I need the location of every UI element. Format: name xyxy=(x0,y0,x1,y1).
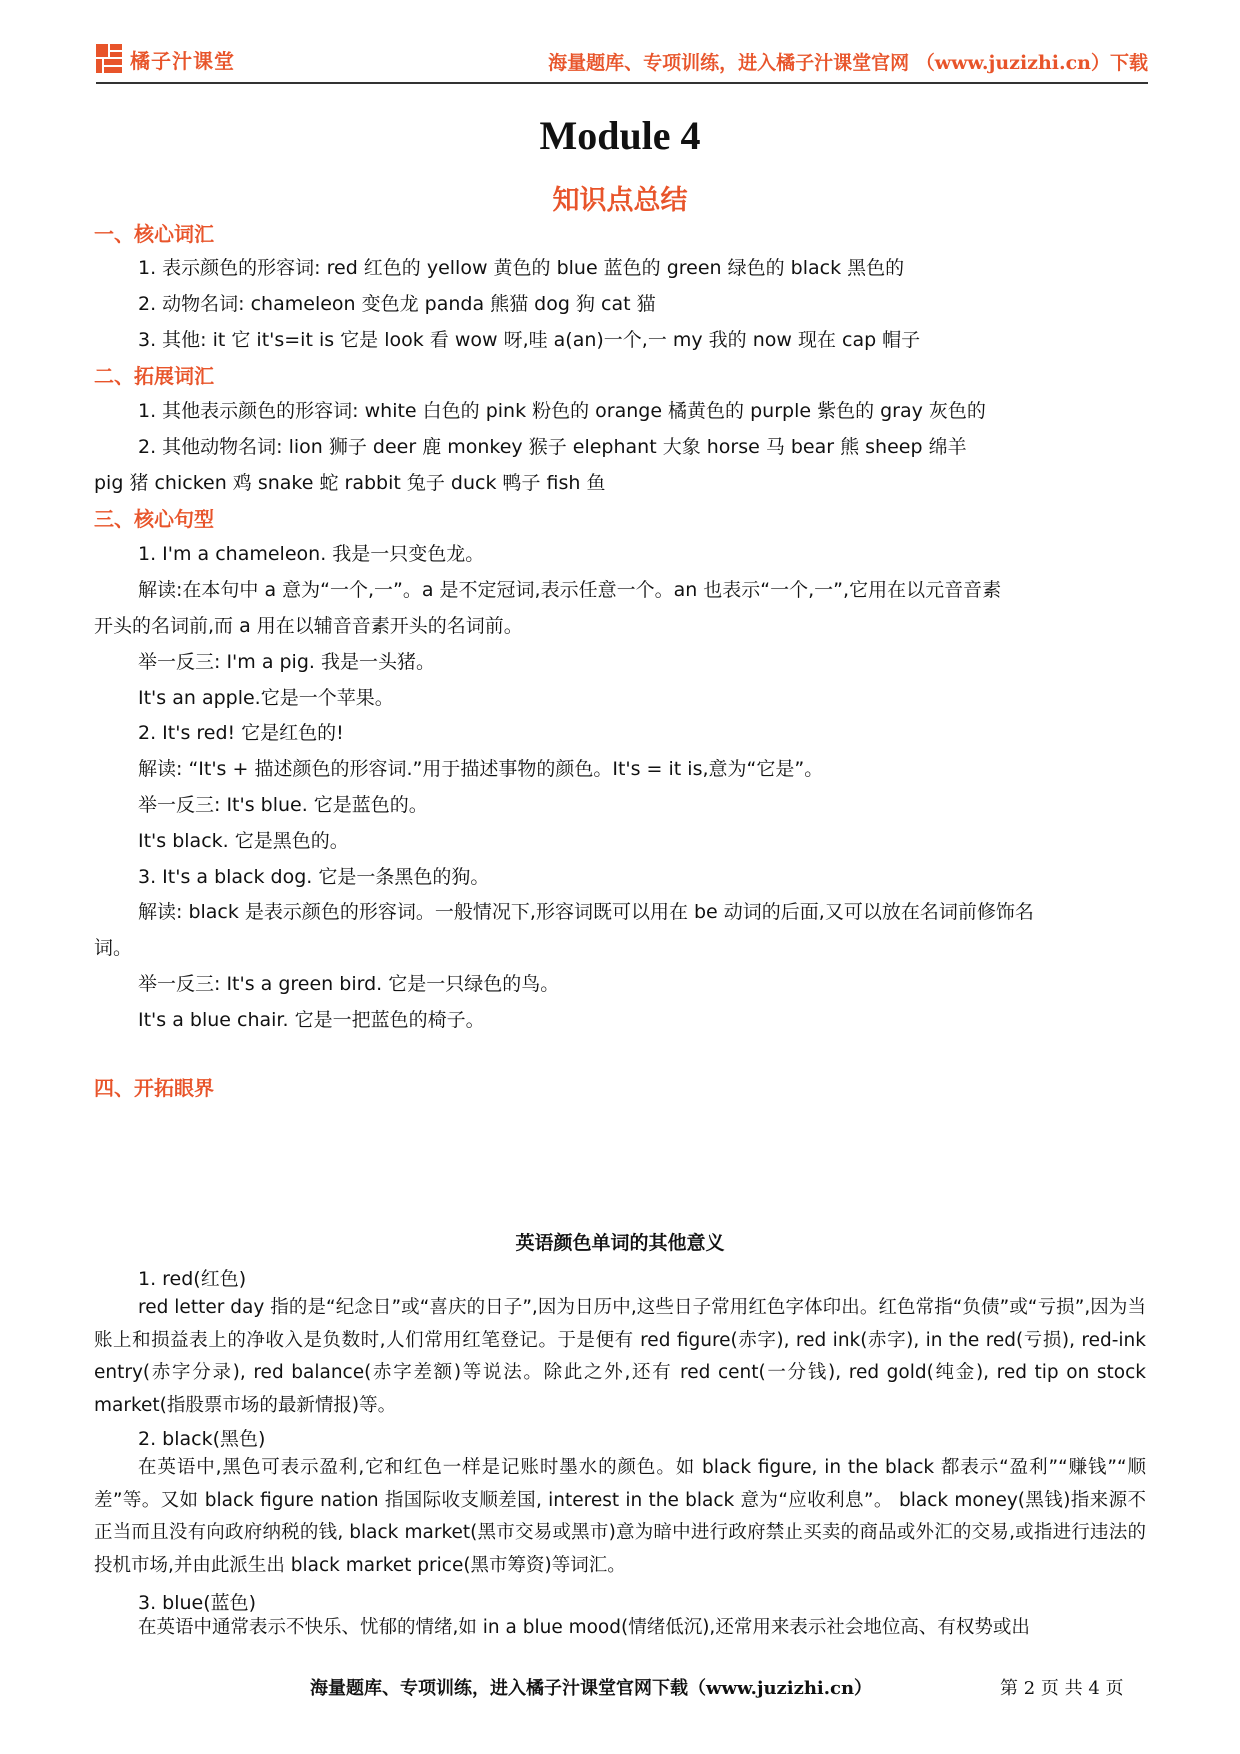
explanation-line: 开头的名词前,而 a 用在以辅音音素开头的名词前。 xyxy=(94,615,523,637)
explanation-line: 解读: “It's + 描述颜色的形容词.”用于描述事物的颜色。It's = it is,意为“它是”。 xyxy=(138,758,824,780)
reading-paragraph: red letter day 指的是“纪念日”或“喜庆的日子”,因为日历中,这些日子常用红色字体印出。红色常指“负债”或“亏损”,因为当账上和损益表上的净收入是负数时,人们常用红笔登记。于是便有 red figure(赤字), red ink(赤字), in the red(亏损), red-ink entry(赤字分录), red balance(赤字差额)等说法。除此之外,还有 red cent(一分钱), red gold(纯金), red tip on stock market(指股票市场的最新情报)等。 xyxy=(94,1297,1146,1416)
vocab-line: 1. 表示颜色的形容词: red 红色的 yellow 黄色的 blue 蓝色的 green 绿色的 black 黑色的 xyxy=(138,257,905,279)
vocab-line: 2. 动物名词: chameleon 变色龙 panda 熊猫 dog 狗 cat 猫 xyxy=(138,293,656,315)
logo-text: 橘子汁课堂 xyxy=(130,48,235,73)
explanation-line: 解读: black 是表示颜色的形容词。一般情况下,形容词既可以用在 be 动词的后面,又可以放在名词前修饰名 xyxy=(138,901,1034,923)
sentence-line: 3. It's a black dog. 它是一条黑色的狗。 xyxy=(138,866,490,888)
explanation-line: 解读:在本句中 a 意为“一个,一”。a 是不定冠词,表示任意一个。an 也表示“一个,一”,它用在以元音音素 xyxy=(138,579,1002,601)
footer-slogan: 海量题库、专项训练，进入橘子汁课堂官网下载（www.juzizhi.cn） xyxy=(310,1678,873,1699)
reading-paragraph: 在英语中,黑色可表示盈利,它和红色一样是记账时墨水的颜色。如 black figure, in the black 都表示“盈利”“赚钱”“顺差”等。又如 black figure nation 指国际收支顺差国, interest in the black 意为“应收利息”。 black money(黑钱)指来源不正当而且没有向政府纳税的钱, black market(黑市交易或黑市)意为暗中进行政府禁止买卖的商品或外汇的交易,或指进行违法的投机市场,并由此派生出 black market price(黑市筹资)等词汇。 xyxy=(94,1457,1146,1576)
example-line: 举一反三: It's blue. 它是蓝色的。 xyxy=(138,794,428,816)
reading-heading: 1. red(红色) xyxy=(138,1268,247,1290)
header-slogan: 海量题库、专项训练，进入橘子汁课堂官网 （www.juzizhi.cn）下载 xyxy=(548,52,1148,74)
reading-paragraph: 在英语中通常表示不快乐、忧郁的情绪,如 in a blue mood(情绪低沉),还常用来表示社会地位高、有权势或出 xyxy=(138,1617,1030,1638)
brand-logo xyxy=(96,44,235,74)
page-subtitle: 知识点总结 xyxy=(552,185,688,216)
vocab-line: 2. 其他动物名词: lion 狮子 deer 鹿 monkey 猴子 elephant 大象 horse 马 bear 熊 sheep 绵羊 xyxy=(138,436,967,458)
sentence-line: 2. It's red! 它是红色的! xyxy=(138,722,344,744)
section-heading-sentences: 三、核心句型 xyxy=(94,507,214,531)
vocab-line: pig 猪 chicken 鸡 snake 蛇 rabbit 兔子 duck 鸭子 fish 鱼 xyxy=(94,472,606,494)
reading-heading: 3. blue(蓝色) xyxy=(138,1592,257,1614)
explanation-line: 词。 xyxy=(94,937,133,959)
header-divider xyxy=(96,82,1148,84)
reading-heading: 2. black(黑色) xyxy=(138,1428,266,1450)
page-number: 第 2 页 共 4 页 xyxy=(1000,1678,1124,1699)
page-header xyxy=(96,40,1148,80)
example-line: It's an apple.它是一个苹果。 xyxy=(138,687,394,709)
sentence-line: 1. I'm a chameleon. 我是一只变色龙。 xyxy=(138,543,485,565)
example-line: 举一反三: It's a green bird. 它是一只绿色的鸟。 xyxy=(138,973,560,995)
vocab-line: 3. 其他: it 它 it's=it is 它是 look 看 wow 呀,哇 a(an)一个,一 my 我的 now 现在 cap 帽子 xyxy=(138,329,921,351)
section-heading-reading: 四、开拓眼界 xyxy=(94,1076,214,1100)
example-line: It's black. 它是黑色的。 xyxy=(138,830,349,852)
reading-title: 英语颜色单词的其他意义 xyxy=(515,1232,725,1254)
section-heading-core-vocab: 一、核心词汇 xyxy=(94,222,214,246)
logo-icon xyxy=(96,44,124,74)
page-title: Module 4 xyxy=(539,113,701,158)
vocab-line: 1. 其他表示颜色的形容词: white 白色的 pink 粉色的 orange 橘黄色的 purple 紫色的 gray 灰色的 xyxy=(138,400,986,422)
section-heading-ext-vocab: 二、拓展词汇 xyxy=(94,364,214,388)
example-line: It's a blue chair. 它是一把蓝色的椅子。 xyxy=(138,1009,485,1031)
example-line: 举一反三: I'm a pig. 我是一头猪。 xyxy=(138,651,435,673)
